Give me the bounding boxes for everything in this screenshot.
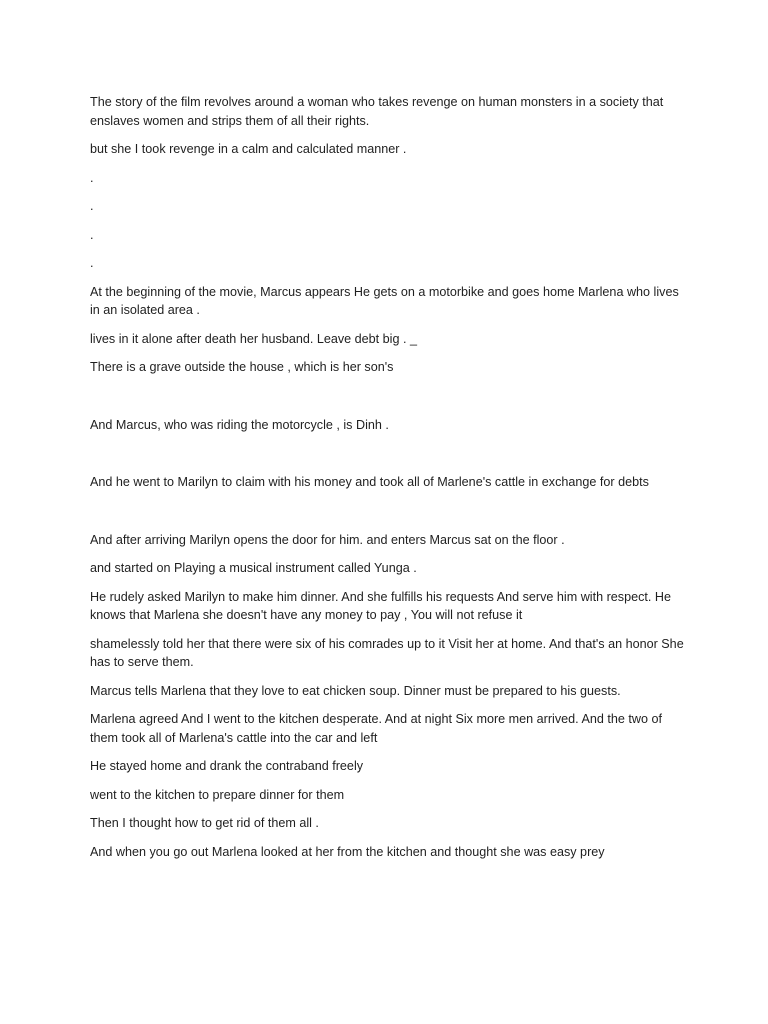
paragraph-15: went to the kitchen to prepare dinner for them <box>90 787 345 802</box>
paragraph-2: but she I took revenge in a calm and calculated manner . <box>90 142 407 156</box>
paragraph-17: And when you go out Marlena looked at her from the kitchen and thought she was easy prey <box>90 844 605 859</box>
paragraph-10: He rudely asked Marilyn to make him dinner. And she fulfills his requests And serve him with respect. He knows that Marlena she doesn't have any money to pay , You will not refuse it <box>90 589 671 622</box>
paragraph-13: Marlena agreed And I went to the kitchen desperate. And at night Six more men arrived. And the two of them took all of Marlena's cattle into the car and left <box>90 712 662 745</box>
paragraph-dot-3: . <box>90 227 94 242</box>
paragraph-14: He stayed home and drank the contraband freely <box>90 759 364 773</box>
paragraph-9: and started on Playing a musical instrument called Yunga . <box>90 561 417 575</box>
paragraph-6: And Marcus, who was riding the motorcycle , is Dinh . <box>90 417 389 432</box>
document-body <box>90 93 690 871</box>
paragraph-5: There is a grave outside the house , which is her son's <box>90 360 394 374</box>
paragraph-7: And he went to Marilyn to claim with his money and took all of Marlene's cattle in exchange for debts <box>90 475 649 489</box>
paragraph-dot-4: . <box>90 256 94 270</box>
paragraph-8: And after arriving Marilyn opens the door for him. and enters Marcus sat on the floor . <box>90 532 565 547</box>
paragraph-11: shamelessly told her that there were six of his comrades up to it Visit her at home. And that's an honor She has to serve them. <box>90 636 684 669</box>
paragraph-3: At the beginning of the movie, Marcus appears He gets on a motorbike and goes home Marlena who lives in an isolated area . <box>90 284 679 317</box>
paragraph-12: Marcus tells Marlena that they love to eat chicken soup. Dinner must be prepared to his guests. <box>90 683 621 698</box>
paragraph-1: The story of the film revolves around a woman who takes revenge on human monsters in a society that enslaves women and strips them of all their rights. <box>90 95 664 128</box>
paragraph-dot-1: . <box>90 170 94 185</box>
paragraph-4: lives in it alone after death her husband. Leave debt big . _ <box>90 331 417 346</box>
paragraph-16: Then I thought how to get rid of them all . <box>90 816 319 830</box>
paragraph-dot-2: . <box>90 199 94 213</box>
